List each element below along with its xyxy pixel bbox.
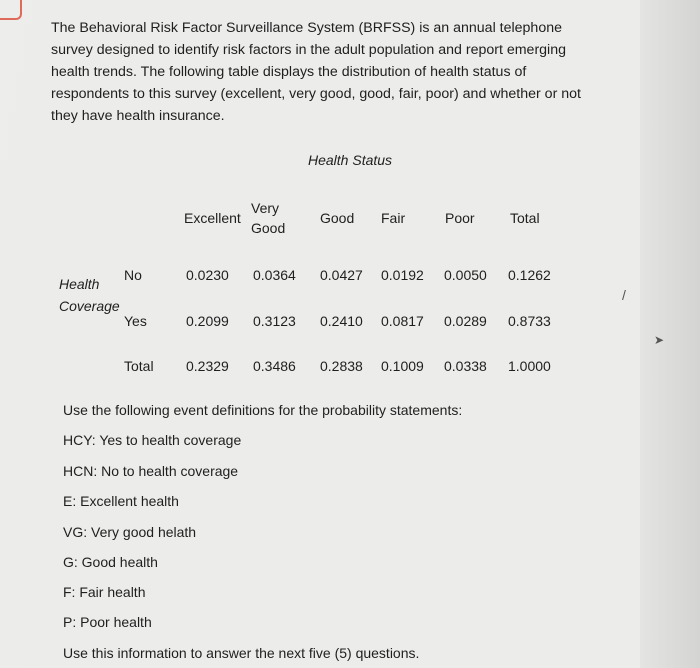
col-header-poor: Poor [445,210,475,226]
table-cell: 0.0427 [320,267,363,283]
row-group-label-line2: Coverage [59,298,120,314]
table-cell: 0.8733 [508,313,551,329]
page-edge-shadow [640,0,700,668]
table-cell: 1.0000 [508,358,551,374]
row-label-yes: Yes [124,313,147,329]
intro-paragraph: The Behavioral Risk Factor Surveillance System (BRFSS) is an annual telephone survey designed to identify risk factors in the adult population and report emerging health trends. The following table displays the distribution of health status of respondents to this survey (excellent, very good, good, fair, poor) and whether or not they have health insurance. [51,20,581,124]
table-cell: 0.2410 [320,313,363,329]
table-cell: 0.0050 [444,267,487,283]
list-item: F: Fair health [63,584,146,600]
col-header-very-good-line1: Very [251,200,280,216]
definitions-intro: Use the following event definitions for the probability statements: [63,402,463,418]
table-cell: 0.3123 [253,313,296,329]
corner-icon [0,0,22,20]
list-item: HCY: Yes to health coverage [63,432,242,448]
table-cell: 0.0192 [381,267,424,283]
col-header-total: Total [510,210,540,226]
cursor-arrow-icon: ➤ [654,333,665,347]
table-cell: 0.1009 [381,358,424,374]
list-item: VG: Very good helath [63,524,197,540]
col-header-very-good-line2: Good [251,220,286,236]
list-item: E: Excellent health [63,493,179,509]
row-group-label-line1: Health [59,276,100,292]
list-item: P: Poor health [63,614,152,630]
col-header-very-good [251,198,285,238]
row-label-no: No [124,267,142,283]
table-cell: 0.2329 [186,358,229,374]
definitions-footer: Use this information to answer the next five (5) questions. [63,645,420,661]
list-item: G: Good health [63,554,158,570]
table-cell: 0.0289 [444,313,487,329]
table-cell: 0.3486 [253,358,296,374]
table-title: Health Status [308,152,393,168]
table-cell: 0.0364 [253,267,296,283]
col-header-good: Good [320,210,355,226]
col-header-excellent: Excellent [184,210,241,226]
table-cell: 0.1262 [508,267,551,283]
pen-tick-mark: / [622,287,626,303]
col-header-fair: Fair [381,210,406,226]
table-cell: 0.2099 [186,313,229,329]
table-cell: 0.0338 [444,358,487,374]
table-cell: 0.0230 [186,267,229,283]
row-label-total: Total [124,358,154,374]
table-cell: 0.2838 [320,358,363,374]
list-item: HCN: No to health coverage [63,463,239,479]
table-cell: 0.0817 [381,313,424,329]
